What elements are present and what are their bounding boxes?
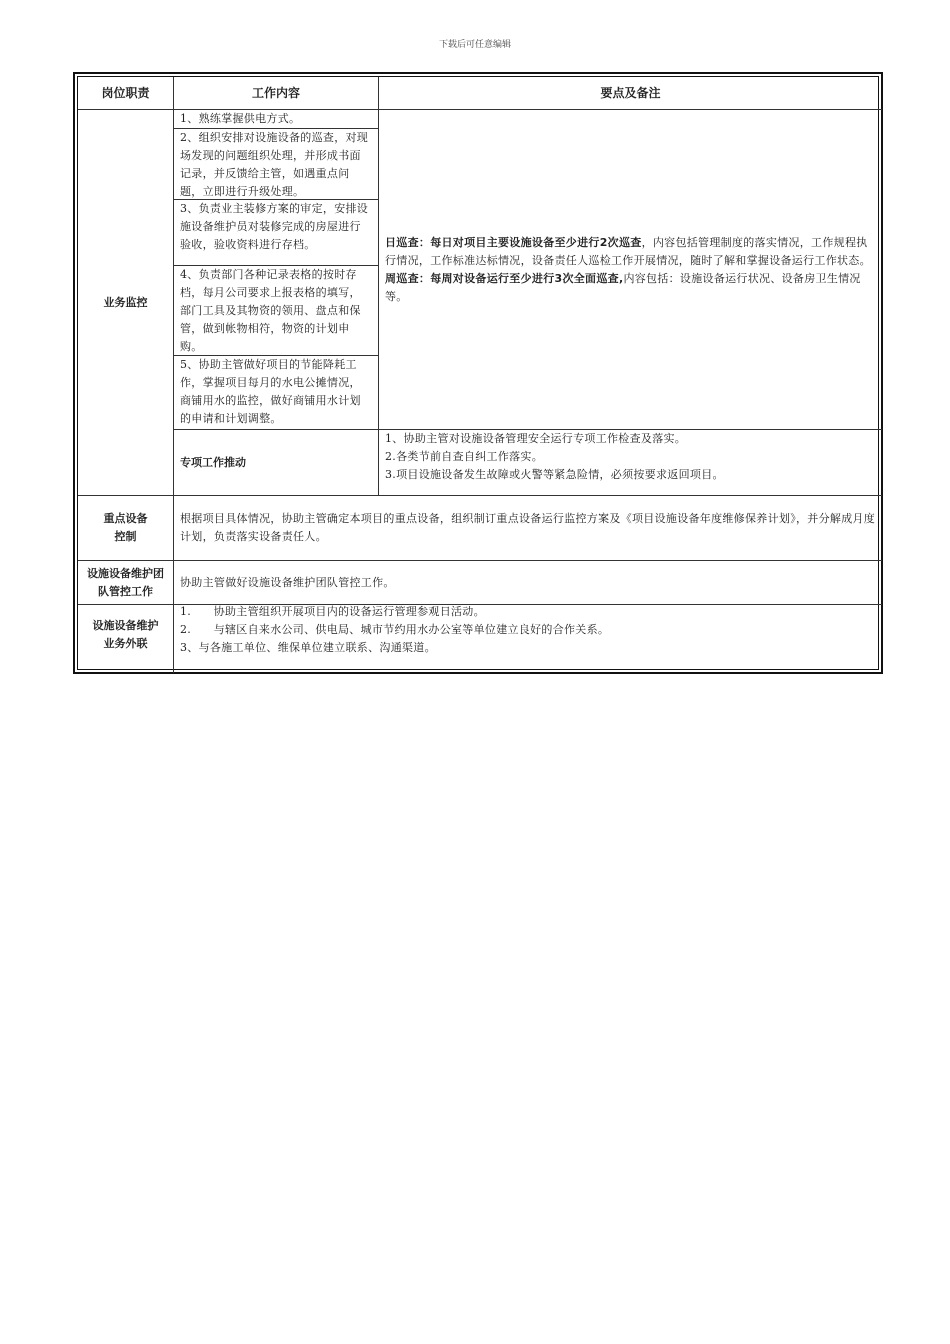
label-key-equipment-line1: 重点设备 xyxy=(103,512,148,525)
liaison-item-2: 2. 与辖区自来水公司、供电局、城市节约用水办公室等单位建立良好的合作关系。 xyxy=(180,623,610,636)
label-key-equipment-line2: 控制 xyxy=(114,530,137,543)
responsibility-table xyxy=(73,72,883,674)
team-control-content xyxy=(174,561,882,605)
weekly-inspection-note xyxy=(385,270,876,306)
weekly-inspection-bold: 周巡查：每周对设备运行至少进行3次全面巡查, xyxy=(385,271,624,285)
header-work-content: 工作内容 xyxy=(174,77,379,110)
liaison-item-3: 3、与各施工单位、维保单位建立联系、沟通渠道。 xyxy=(180,641,436,654)
work-item-5-text: 5、协助主管做好项目的节能降耗工作，掌握项目每月的水电公摊情况，商铺用水的监控，做好商铺用水计划的申请和计划调整。 xyxy=(180,358,361,425)
work-item-2 xyxy=(174,129,379,200)
label-external-liaison-line1: 设施设备维护 xyxy=(92,619,159,632)
liaison-item-1: 1. 协助主管组织开展项目内的设备运行管理参观日活动。 xyxy=(180,605,485,618)
header-key-notes: 要点及备注 xyxy=(379,77,882,110)
special-work-notes xyxy=(379,430,882,496)
work-item-5 xyxy=(174,356,379,430)
label-team-control-line2: 队管控工作 xyxy=(98,584,153,598)
work-item-4-text: 4、负责部门各种记录表格的按时存档，每月公司要求上报表格的填写，部门工具及其物资的领用、盘点和保管，做到帐物相符，物资的计划申购。 xyxy=(180,268,361,353)
inspection-notes xyxy=(379,110,882,430)
special-note-2: 2.各类节前自查自纠工作落实。 xyxy=(385,450,543,463)
key-equipment-text: 根据项目具体情况，协助主管确定本项目的重点设备，组织制订重点设备运行监控方案及《项目设施设备年度维修保养计划》，并分解成月度计划，负责落实设备责任人。 xyxy=(180,512,876,543)
work-item-4 xyxy=(174,266,379,356)
table-inner-frame xyxy=(77,76,879,670)
weekly-inspection-detail: 内容包括：设施设备运行状况、设备房卫生情况等。 xyxy=(385,271,861,303)
header-position-duty: 岗位职责 xyxy=(78,77,174,110)
daily-inspection-bold: 日巡查：每日对项目主要设施设备至少进行2次巡查 xyxy=(385,235,642,249)
external-liaison-content xyxy=(174,603,882,671)
label-external-liaison-line2: 业务外联 xyxy=(103,637,148,650)
label-business-monitoring: 业务监控 xyxy=(78,110,174,496)
label-special-work: 专项工作推动 xyxy=(174,430,379,496)
label-key-equipment xyxy=(78,496,174,561)
work-item-1-text: 1、熟练掌握供电方式。 xyxy=(180,112,301,125)
label-external-liaison xyxy=(78,605,174,673)
label-team-control xyxy=(78,561,174,605)
daily-inspection-note xyxy=(385,234,876,270)
header-note: 下载后可任意编辑 xyxy=(438,40,511,50)
key-equipment-content xyxy=(174,496,882,561)
daily-inspection-detail: ，内容包括管理制度的落实情况，工作规程执行情况，工作标准达标情况，设备责任人巡检工作开展情况，随时了解和掌握设备运行工作状态。 xyxy=(385,235,871,267)
label-team-control-line1: 设施设备维护团 xyxy=(87,566,164,580)
work-item-3 xyxy=(174,200,379,266)
special-note-3: 3.项目设施设备发生故障或火警等紧急险情，必须按要求返回项目。 xyxy=(385,468,724,481)
team-control-text: 协助主管做好设施设备维护团队管控工作。 xyxy=(180,575,395,589)
work-item-2-text: 2、组织安排对设施设备的巡查，对现场发现的问题组织处理，并形成书面记录，并反馈给主管，如遇重点问题，立即进行升级处理。 xyxy=(180,131,369,198)
special-note-1: 1、协助主管对设施设备管理安全运行专项工作检查及落实。 xyxy=(385,432,687,445)
work-item-3-text: 3、负责业主装修方案的审定，安排设施设备维护员对装修完成的房屋进行验收，验收资料进行存档。 xyxy=(180,202,369,251)
work-item-1 xyxy=(174,110,379,129)
